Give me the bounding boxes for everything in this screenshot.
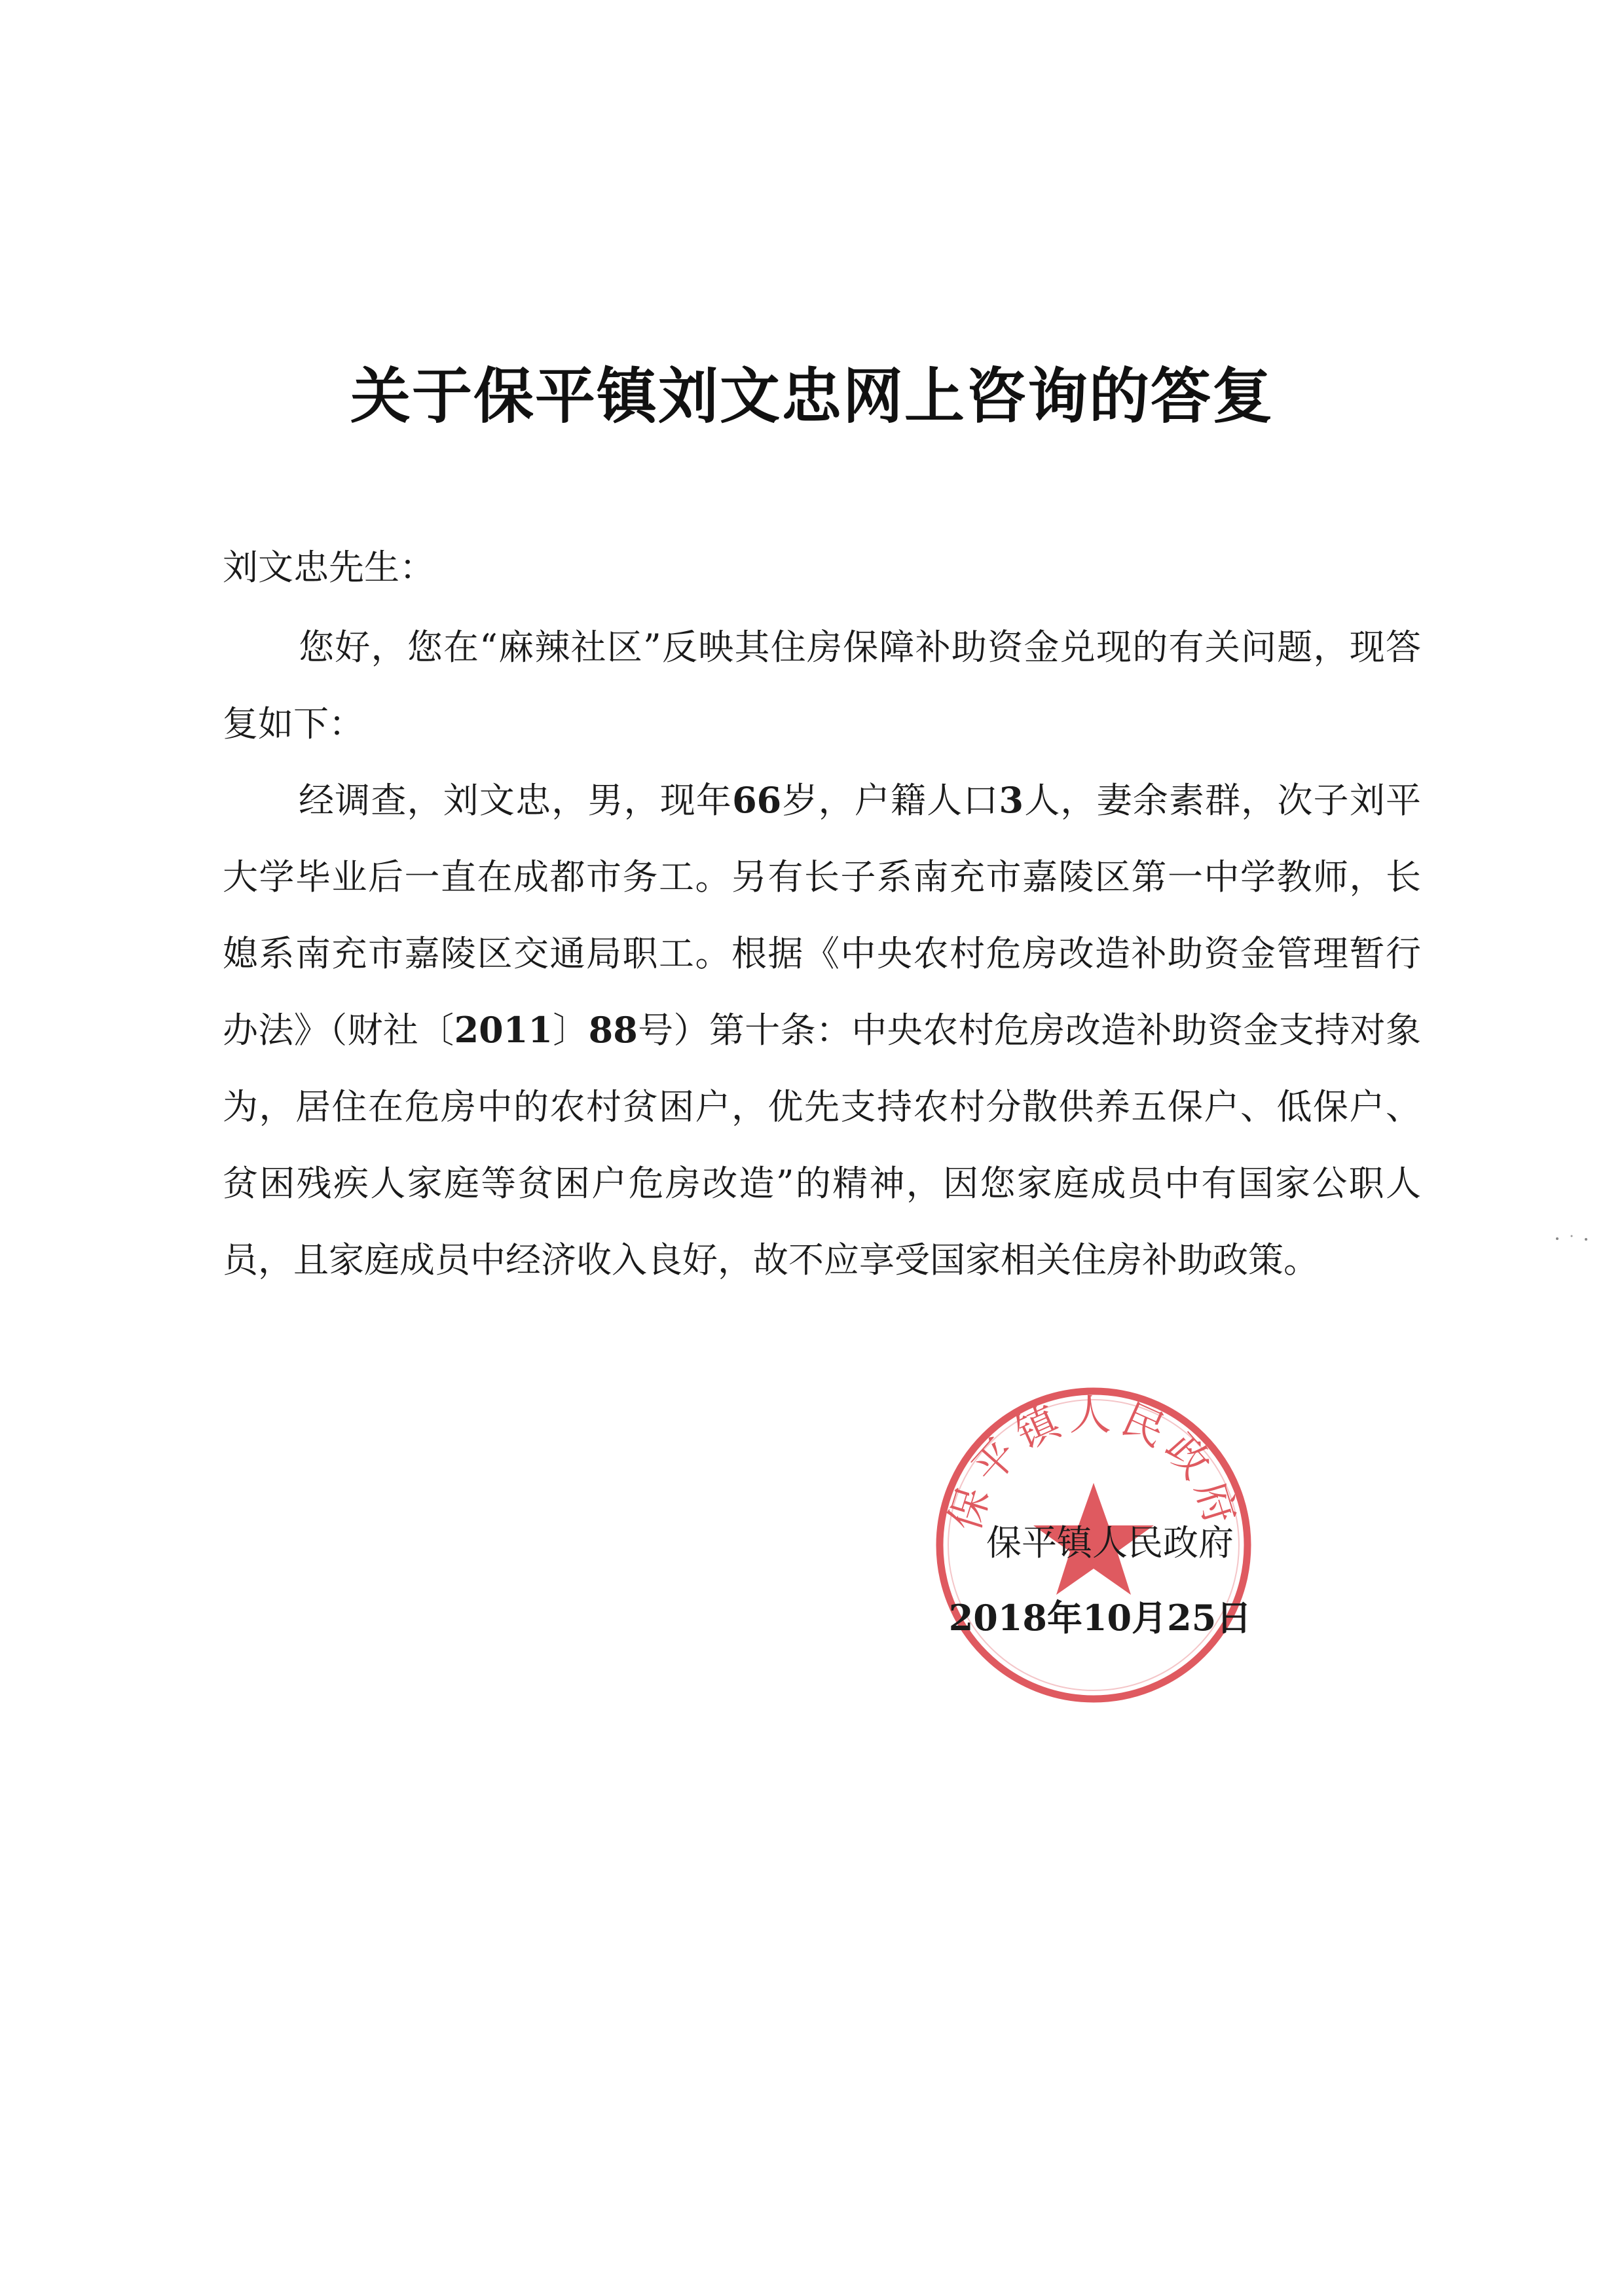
signing-organization: 保平镇人民政府 bbox=[986, 1522, 1234, 1563]
document-title: 关于保平镇刘文忠网上咨询的答复 bbox=[350, 361, 1274, 431]
signature-block bbox=[851, 1506, 1349, 1655]
body-paragraph-2: 经调查，刘文忠，男，现年66岁，户籍人口3人，妻余素群，次子刘平大学毕业后一直在成都市务工。另有长子系南充市嘉陵区第一中学教师，长媳系南充市嘉陵区交通局职工。根据《中央农村危房改造补助资金管理暂行办法》（财社〔2011〕88号）第十条：中央农村危房改造补助资金支持对象为，居住在危房中的农村贫困户，优先支持农村分散供养五保户、低保户、贫困残疾人家庭等贫困户危房改造”的精神，因您家庭成员中有国家公职人员，且家庭成员中经济收入良好，故不应享受国家相关住房补助政策。 bbox=[223, 779, 1422, 1281]
body-paragraph-1: 您好，您在“麻辣社区”反映其住房保障补助资金兑现的有关问题，现答复如下： bbox=[223, 627, 1421, 744]
signing-date: 2018年10月25日 bbox=[948, 1597, 1252, 1639]
document-body bbox=[223, 609, 1421, 1298]
salutation: 刘文忠先生： bbox=[223, 547, 435, 588]
scan-specks bbox=[1552, 1231, 1598, 1244]
svg-text:保平镇人民政府: 保平镇人民政府 bbox=[940, 1391, 1247, 1537]
